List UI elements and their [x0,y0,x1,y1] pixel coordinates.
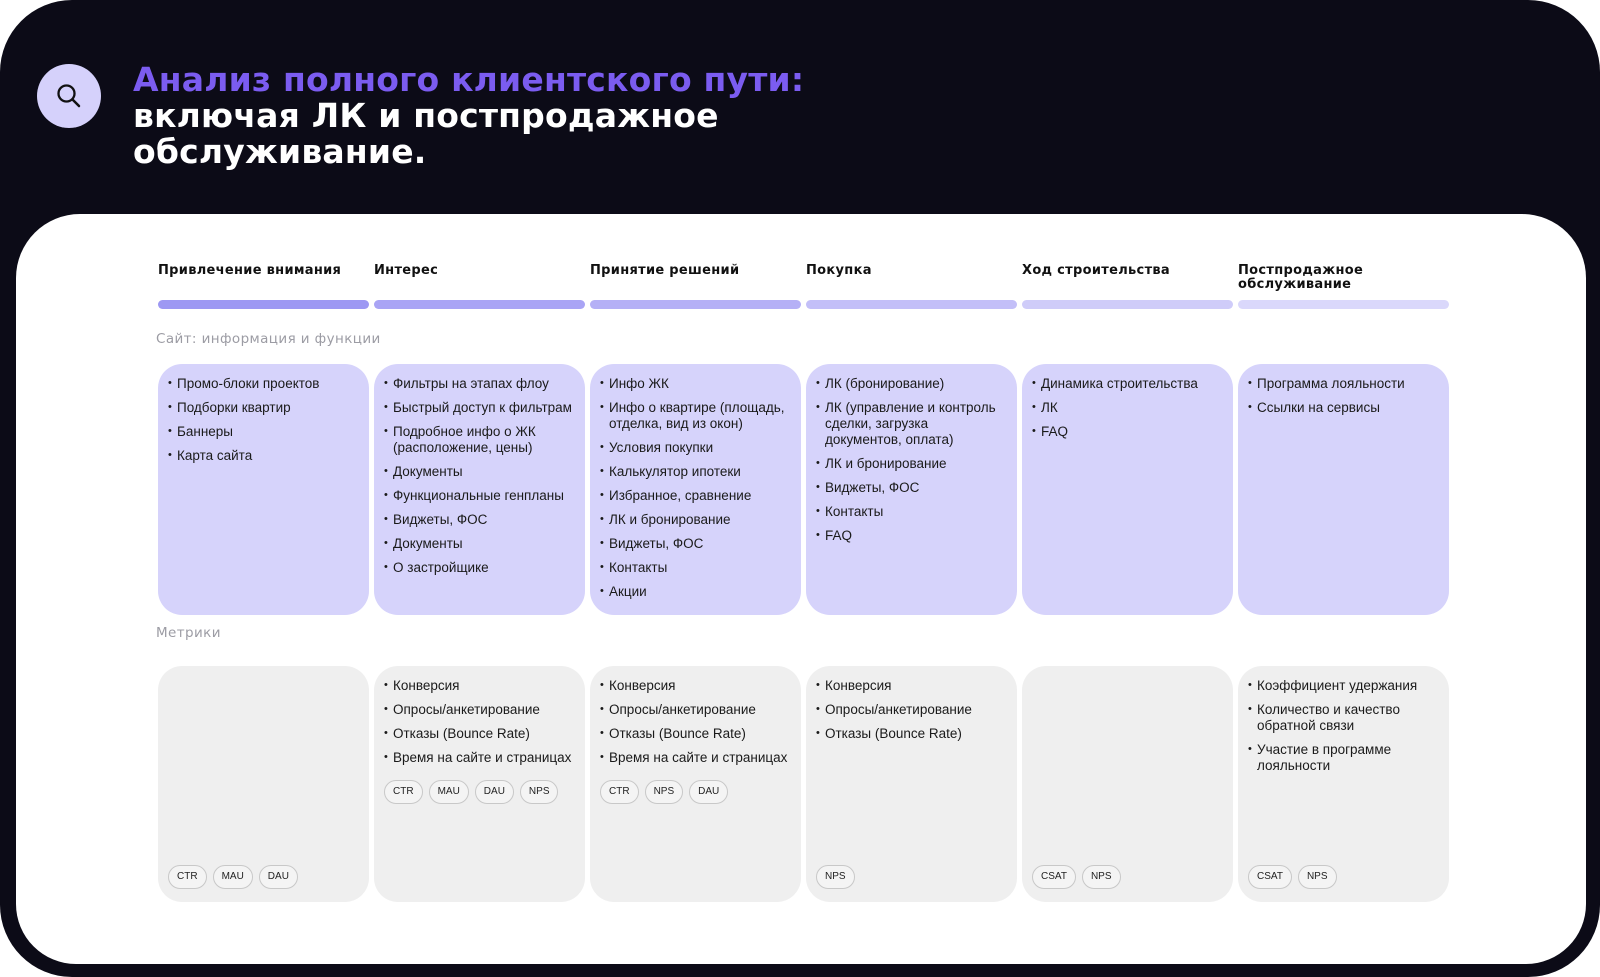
title-rest: включая ЛК и постпродажное обслуживание. [133,96,719,171]
site-feature-item: • ЛК (управление и контроль сделки, загрузка документов, оплата) [816,400,1007,448]
metric-tag: NPS [1082,865,1121,889]
search-badge [37,64,101,128]
metrics-card [806,666,1017,902]
site-feature-item: • ЛК [1032,400,1223,416]
stage-column [1238,264,1449,309]
metrics-list [600,678,791,766]
stage-progress-bar [806,300,1017,309]
metric-tags [384,780,575,804]
metric-item: • Конверсия [384,678,575,694]
site-feature-item: • ЛК и бронирование [600,512,791,528]
site-feature-item: • Фильтры на этапах флоу [384,376,575,392]
site-features-list [384,376,575,576]
metrics-card [1022,666,1233,902]
site-feature-item: • О застройщике [384,560,575,576]
site-feature-item: • Быстрый доступ к фильтрам [384,400,575,416]
metric-item: • Отказы (Bounce Rate) [816,726,1007,742]
stage-column [374,264,585,309]
metrics-card [158,666,369,902]
site-feature-item: • Ссылки на сервисы [1248,400,1439,416]
metric-tags [816,865,855,889]
site-features-card [806,364,1017,615]
metric-tag: CTR [600,780,639,804]
site-features-list [600,376,791,600]
metric-tag: DAU [475,780,514,804]
metric-tag: NPS [520,780,559,804]
metric-tag: NPS [1298,865,1337,889]
site-features-card [158,364,369,615]
site-feature-item: • Калькулятор ипотеки [600,464,791,480]
metric-item: • Участие в программе лояльности [1248,742,1439,774]
stage-column [158,264,369,309]
metric-tags [1032,865,1121,889]
site-feature-item: • Документы [384,536,575,552]
site-feature-item: • Акции [600,584,791,600]
stage-progress-bar [590,300,801,309]
metric-tag: CSAT [1248,865,1292,889]
metric-tag: NPS [645,780,684,804]
site-features-card [1238,364,1449,615]
metrics-card [1238,666,1449,902]
stage-progress-bar [158,300,369,309]
metrics-list [816,678,1007,742]
stage-label: Привлечение внимания [158,263,342,278]
site-feature-item: • Программа лояльности [1248,376,1439,392]
metric-tags [600,780,791,804]
metric-item: • Опросы/анкетирование [816,702,1007,718]
metric-item: • Опросы/анкетирование [600,702,791,718]
stage-column [806,264,1017,309]
stage-column [590,264,801,309]
site-feature-item: • Виджеты, ФОС [384,512,575,528]
site-features-list [816,376,1007,544]
site-feature-item: • Виджеты, ФОС [600,536,791,552]
metrics-card [590,666,801,902]
metric-item: • Коэффициент удержания [1248,678,1439,694]
site-feature-item: • Инфо о квартире (площадь, отделка, вид из окон) [600,400,791,432]
site-feature-item: • FAQ [816,528,1007,544]
site-feature-item: • Карта сайта [168,448,359,464]
title-accent: Анализ полного клиентского пути: [133,60,805,99]
site-feature-item: • Подробное инфо о ЖК (расположение, цены) [384,424,575,456]
metric-item: • Отказы (Bounce Rate) [600,726,791,742]
site-features-card [1022,364,1233,615]
site-features-list [1248,376,1439,416]
stage-label: Принятие решений [590,263,740,278]
site-feature-item: • Контакты [816,504,1007,520]
metrics-section-label: Метрики [156,625,221,641]
site-features-list [168,376,359,464]
site-feature-item: • Подборки квартир [168,400,359,416]
stage-progress-bar [1022,300,1233,309]
metric-item: • Опросы/анкетирование [384,702,575,718]
metric-tag: MAU [429,780,469,804]
metrics-list [384,678,575,766]
metrics-card [374,666,585,902]
site-features-card [590,364,801,615]
stage-label: Интерес [374,263,439,278]
stage-label: Постпродажное обслуживание [1238,263,1364,292]
site-feature-item: • Контакты [600,560,791,576]
metric-item: • Количество и качество обратной связи [1248,702,1439,734]
metric-item: • Конверсия [816,678,1007,694]
site-section-label: Сайт: информация и функции [156,331,381,347]
site-feature-item: • Промо-блоки проектов [168,376,359,392]
metric-tag: DAU [259,865,298,889]
site-feature-item: • Динамика строительства [1032,376,1223,392]
site-feature-item: • Баннеры [168,424,359,440]
metric-tag: NPS [816,865,855,889]
site-feature-item: • Условия покупки [600,440,791,456]
metric-item: • Время на сайте и страницах [600,750,791,766]
journey-panel [16,214,1586,964]
site-feature-item: • Документы [384,464,575,480]
metric-tags [1248,865,1337,889]
metric-tag: CTR [168,865,207,889]
metric-item: • Время на сайте и страницах [384,750,575,766]
metric-tag: DAU [689,780,728,804]
metrics-list [1248,678,1439,774]
site-feature-item: • FAQ [1032,424,1223,440]
stage-label: Ход строительства [1022,263,1170,278]
page-title [133,62,833,170]
site-feature-item: • ЛК (бронирование) [816,376,1007,392]
site-feature-item: • Виджеты, ФОС [816,480,1007,496]
site-feature-item: • Инфо ЖК [600,376,791,392]
metric-item: • Отказы (Bounce Rate) [384,726,575,742]
site-feature-item: • Функциональные генпланы [384,488,575,504]
metric-item: • Конверсия [600,678,791,694]
stage-progress-bar [1238,300,1449,309]
search-icon [54,81,84,111]
site-features-card [374,364,585,615]
site-feature-item: • ЛК и бронирование [816,456,1007,472]
metric-tag: CSAT [1032,865,1076,889]
metric-tag: MAU [213,865,253,889]
stage-label: Покупка [806,263,872,278]
metric-tags [168,865,298,889]
stage-column [1022,264,1233,309]
stage-progress-bar [374,300,585,309]
site-features-list [1032,376,1223,440]
site-feature-item: • Избранное, сравнение [600,488,791,504]
metric-tag: CTR [384,780,423,804]
